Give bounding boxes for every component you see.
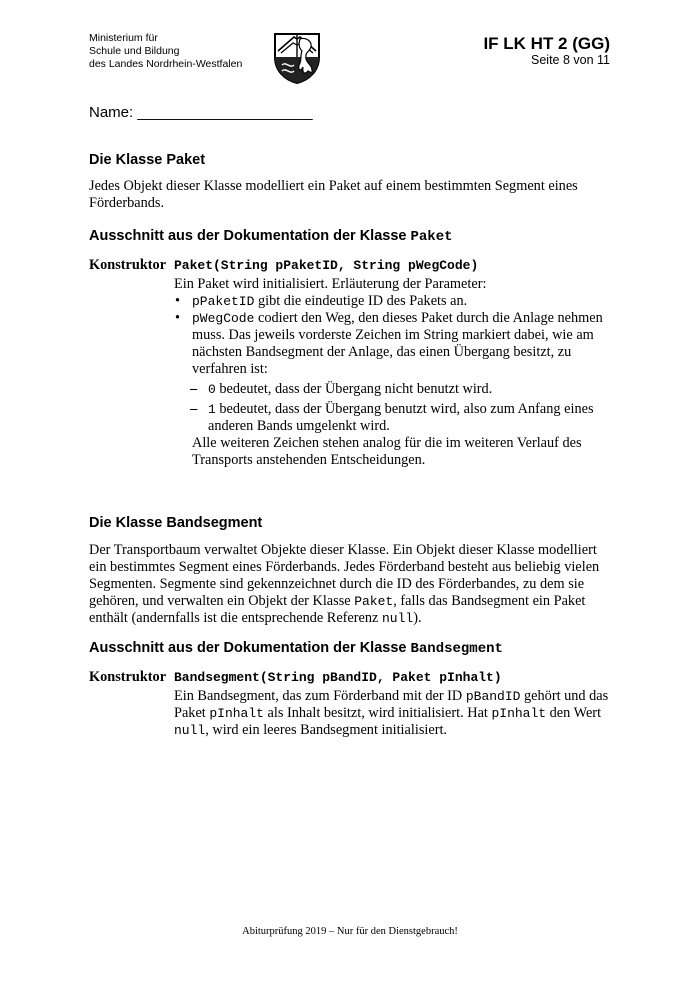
closing-text: Alle weiteren Zeichen stehen analog für die im weiteren Verlauf des Transports anstehenden Entscheidungen. bbox=[192, 435, 582, 468]
doc-text: den Wert bbox=[546, 705, 602, 721]
page-number: Seite 8 von 11 bbox=[531, 53, 610, 67]
bandsegment-constructor-doc bbox=[174, 688, 614, 739]
exam-code: IF LK HT 2 (GG) bbox=[483, 34, 610, 53]
sub-text: bedeutet, dass der Übergang nicht benutzt wird. bbox=[215, 381, 493, 397]
doc-text: als Inhalt besitzt, wird initialisiert. Hat bbox=[263, 705, 492, 721]
param-item bbox=[174, 293, 614, 310]
footer-note: Abiturprüfung 2019 – Nur für den Dienstgebrauch! bbox=[242, 926, 458, 937]
inline-code: Paket bbox=[354, 594, 394, 609]
description-text: Der Transportbaum verwaltet Objekte dieser Klasse. Ein Objekt dieser Klasse modelliert ein bestimmtes Segment eines Förderbands. Jedes Förderband besteht aus beliebig vielen Segmenten. Segmente sind gekennzeichnet durch die ID des Förderbandes, zu dem sie gehören, und verwalten ein Objekt der Klasse bbox=[89, 542, 600, 609]
doc-heading-paket bbox=[89, 228, 453, 245]
doc-heading-prefix: Ausschnitt aus der Dokumentation der Klasse bbox=[89, 228, 407, 244]
name-field[interactable] bbox=[89, 104, 313, 121]
ministry-line: Ministerium für bbox=[89, 32, 158, 44]
doc-text: , wird ein leeres Bandsegment initialisiert. bbox=[205, 722, 448, 738]
inline-code: pInhalt bbox=[491, 706, 547, 721]
doc-heading-prefix: Ausschnitt aus der Dokumentation der Klasse bbox=[89, 640, 407, 656]
section-title-bandsegment: Die Klasse Bandsegment bbox=[89, 515, 263, 531]
bullet-icon: • bbox=[175, 293, 181, 309]
constructor-signature: Paket(String pPaketID, String pWegCode) bbox=[174, 258, 479, 273]
doc-heading-bandsegment bbox=[89, 640, 503, 657]
paket-description: Jedes Objekt dieser Klasse modelliert ein Paket auf einem bestimmten Segment eines Förderbands. bbox=[89, 178, 578, 211]
section-title-paket: Die Klasse Paket bbox=[89, 152, 206, 168]
sub-item bbox=[174, 401, 614, 435]
sub-item bbox=[174, 381, 614, 398]
doc-heading-class: Paket bbox=[410, 229, 453, 245]
param-name: pWegCode bbox=[192, 311, 255, 326]
constructor-intro: Ein Paket wird initialisiert. Erläuterung der Parameter: bbox=[174, 276, 487, 292]
dash-icon: – bbox=[190, 381, 198, 397]
inline-code: pInhalt bbox=[209, 706, 264, 721]
constructor-signature: Bandsegment(String pBandID, Paket pInhalt) bbox=[174, 670, 502, 685]
inline-code: null bbox=[174, 723, 206, 738]
sub-code: 0 bbox=[208, 382, 216, 397]
bullet-icon: • bbox=[175, 310, 181, 326]
description-text: , falls das Bandsegment ein Paket enthält (andernfalls ist die entsprechende Referenz bbox=[89, 593, 586, 626]
name-label: Name: bbox=[89, 104, 134, 121]
sub-text: bedeutet, dass der Übergang benutzt wird, also zum Anfang eines anderen Bands umgelenkt wird. bbox=[208, 401, 594, 434]
bandsegment-description bbox=[89, 542, 614, 627]
ministry-name bbox=[89, 32, 242, 71]
ministry-line: des Landes Nordrhein-Westfalen bbox=[89, 58, 243, 70]
param-text: codiert den Weg, den dieses Paket durch die Anlage nehmen muss. Das jeweils vorderste Zeichen im String markiert dabei, wie am nächsten Bandsegment der Anlage, das einen Übergang besitzt, zu verfahren ist: bbox=[192, 310, 603, 377]
dash-icon: – bbox=[190, 401, 198, 417]
doc-text: Ein Bandsegment, das zum Förderband mit der ID bbox=[174, 688, 466, 704]
param-text: gibt die eindeutige ID des Pakets an. bbox=[254, 293, 468, 309]
constructor-label: Konstruktor bbox=[89, 257, 167, 273]
inline-code: null bbox=[381, 611, 414, 626]
constructor-label: Konstruktor bbox=[89, 669, 167, 685]
param-item bbox=[174, 310, 614, 378]
nrw-coat-of-arms-icon bbox=[272, 31, 322, 85]
paket-constructor-doc bbox=[174, 276, 614, 469]
ministry-line: Schule und Bildung bbox=[89, 45, 180, 57]
doc-heading-class: Bandsegment bbox=[410, 641, 503, 657]
name-blank: _____________________ bbox=[137, 104, 313, 121]
description-text: ). bbox=[413, 610, 422, 626]
doc-text: gehört und das Paket bbox=[174, 688, 609, 721]
param-name: pPaketID bbox=[192, 294, 255, 309]
sub-code: 1 bbox=[208, 402, 216, 417]
inline-code: pBandID bbox=[465, 689, 521, 704]
